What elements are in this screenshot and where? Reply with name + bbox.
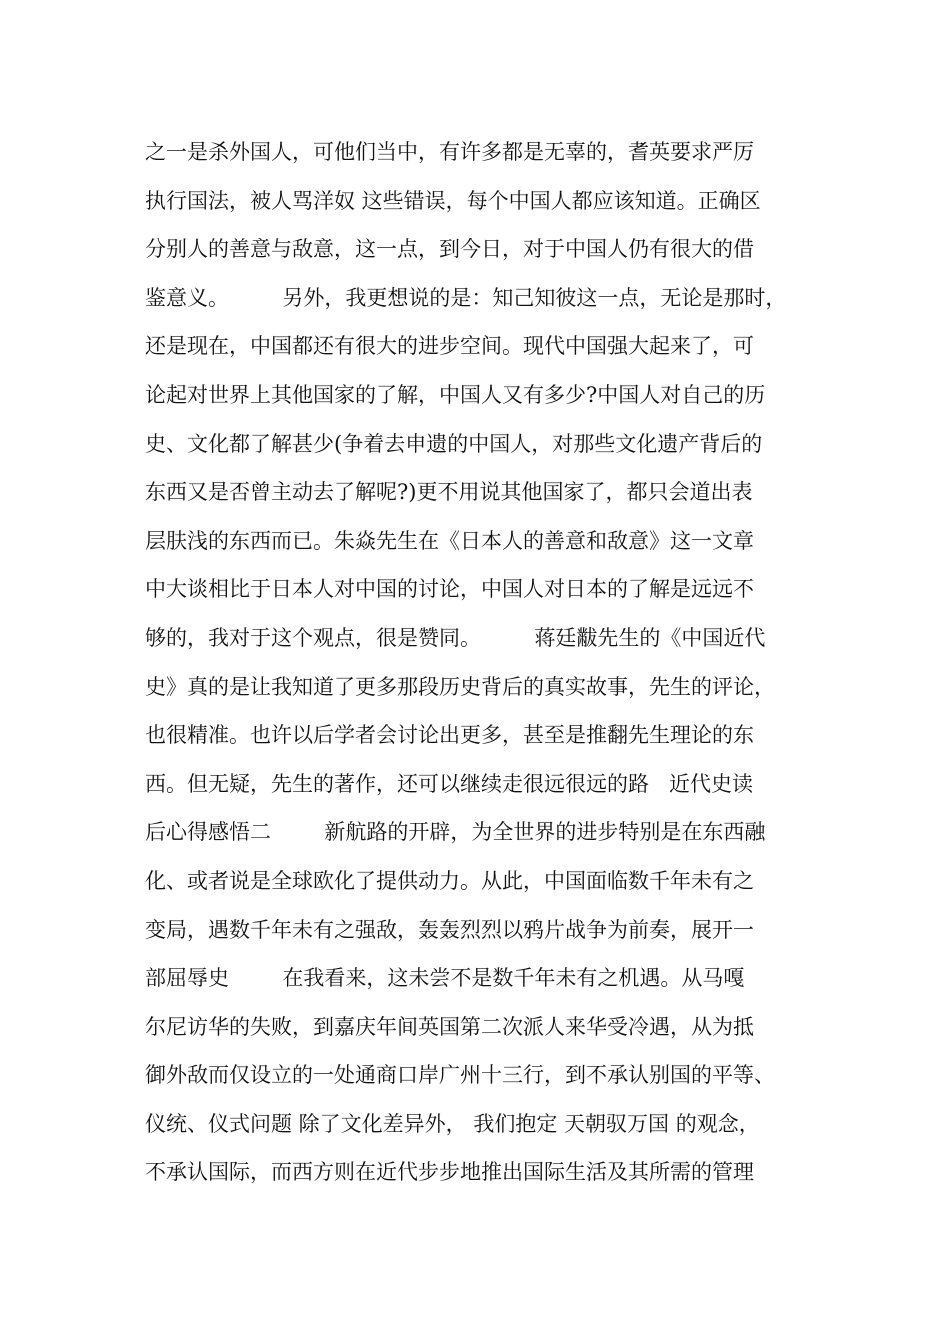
text-line: 东西又是否曾主动去了解呢?)更不用说其他国家了，都只会道出表 <box>145 480 753 505</box>
text-line: 还是现在，中国都还有很大的进步空间。现代中国强大起来了，可 <box>145 334 754 359</box>
text-line: 史、文化都了解甚少(争着去申遗的中国人，对那些文化遗产背后的 <box>145 431 763 456</box>
text-line: 分别人的善意与敌意，这一点，到今日，对于中国人仍有很大的借 <box>145 237 754 262</box>
text-line: 够的，我对于这个观点，很是赞同。 蒋廷黻先生的《中国近代 <box>145 625 766 650</box>
text-line: 部屈辱史 在我看来，这未尝不是数千年未有之机遇。从马嘎 <box>145 966 745 991</box>
text-line: 不承认国际，而西方则在近代步步地推出国际生活及其所需的管理 <box>145 1160 754 1185</box>
text-line: 仪统、仪式问题 除了文化差异外， 我们抱定 天朝驭万国 的观念， <box>145 1111 760 1136</box>
text-line: 执行国法，被人骂洋奴 这些错误，每个中国人都应该知道。正确区 <box>145 188 761 213</box>
text-line: 也很精准。也许以后学者会讨论出更多，甚至是推翻先生理论的东 <box>145 723 754 748</box>
text-line: 论起对世界上其他国家的了解，中国人又有多少?中国人对自己的历 <box>145 382 766 407</box>
text-line: 西。但无疑，先生的著作，还可以继续走很远很远的路 近代史读 <box>145 771 754 796</box>
text-line: 层肤浅的东西而已。朱焱先生在《日本人的善意和敌意》这一文章 <box>145 528 754 553</box>
text-line: 之一是杀外国人，可他们当中，有许多都是无辜的，耆英要求严厉 <box>145 140 754 164</box>
text-line: 中大谈相比于日本人对中国的讨论，中国人对日本的了解是远远不 <box>145 577 754 602</box>
text-line: 化、或者说是全球欧化了提供动力。从此，中国面临数千年未有之 <box>145 868 754 893</box>
text-line: 变局，遇数千年未有之强敌，轰轰烈烈以鸦片战争为前奏，展开一 <box>145 917 754 942</box>
text-line: 后心得感悟二 新航路的开辟，为全世界的进步特别是在东西融 <box>145 820 766 845</box>
text-line: 鉴意义。 另外，我更想说的是：知己知彼这一点，无论是那时， <box>145 285 787 310</box>
text-line: 御外敌而仅设立的一处通商口岸广州十三行，到不承认别国的平等、 <box>145 1063 775 1088</box>
body-text <box>145 128 825 1197</box>
text-line: 史》真的是让我知道了更多那段历史背后的真实故事，先生的评论， <box>145 674 775 699</box>
text-line: 尔尼访华的失败，到嘉庆年间英国第二次派人来华受冷遇，从为抵 <box>145 1014 754 1039</box>
